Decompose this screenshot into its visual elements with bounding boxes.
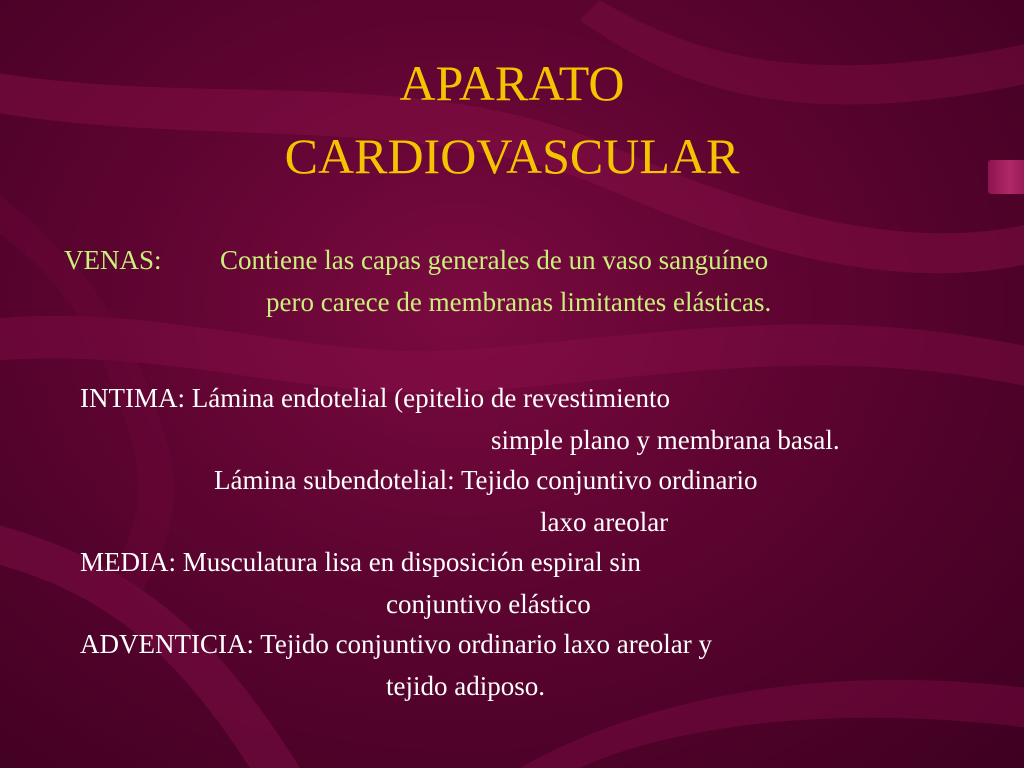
media-line-2: conjuntivo elástico (386, 589, 591, 619)
venas-label: VENAS: (64, 245, 162, 275)
venas-description-line-2: pero carece de membranas limitantes elásticas. (266, 287, 772, 317)
title-line-2: CARDIOVASCULAR (284, 128, 740, 184)
title-line-1: APARATO (399, 55, 625, 111)
adventicia-line-1: ADVENTICIA: Tejido conjuntivo ordinario laxo areolar y (80, 629, 712, 659)
adventicia-line-2: tejido adiposo. (386, 671, 545, 701)
intima-line-2: simple plano y membrana basal. (491, 425, 840, 455)
intima-line-3: Lámina subendotelial: Tejido conjuntivo ordinario (214, 465, 758, 495)
intima-line-4: laxo areolar (540, 507, 669, 537)
venas-description-line-1: Contiene las capas generales de un vaso sanguíneo (220, 245, 769, 275)
media-line-1: MEDIA: Musculatura lisa en disposición espiral sin (80, 547, 641, 577)
swirl-band-bottom-right (520, 680, 1024, 768)
intima-line-1: INTIMA: Lámina endotelial (epitelio de revestimiento (80, 383, 671, 413)
